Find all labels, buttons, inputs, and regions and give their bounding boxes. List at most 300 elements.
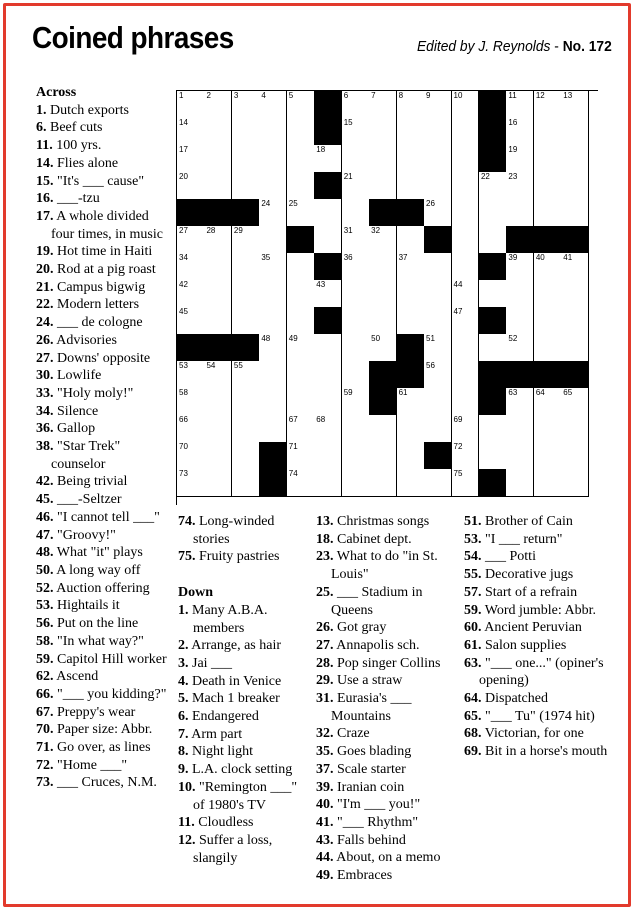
grid-cell[interactable] (287, 442, 315, 470)
grid-cell[interactable] (342, 199, 370, 227)
grid-cell[interactable] (314, 388, 342, 416)
grid-cell[interactable] (259, 307, 287, 335)
grid-cell[interactable] (506, 172, 534, 200)
across-clue[interactable] (36, 155, 170, 173)
grid-cell[interactable] (534, 442, 562, 470)
grid-cell[interactable] (369, 280, 397, 308)
grid-cell[interactable] (232, 280, 260, 308)
clue-number: 34. (36, 403, 54, 419)
down-clue[interactable] (316, 796, 460, 814)
grid-cell[interactable] (177, 469, 205, 497)
across-clue[interactable] (36, 279, 170, 297)
grid-cell[interactable] (259, 118, 287, 146)
grid-cell[interactable] (232, 118, 260, 146)
grid-cell[interactable] (506, 91, 534, 119)
across-clue[interactable] (36, 721, 170, 739)
across-clue[interactable] (36, 102, 170, 120)
grid-cell[interactable] (204, 469, 232, 497)
grid-cell[interactable] (369, 253, 397, 281)
grid-cell[interactable] (287, 199, 315, 227)
grid-cell[interactable] (259, 334, 287, 362)
grid-cell[interactable] (314, 442, 342, 470)
down-clue[interactable] (464, 548, 614, 566)
grid-cell[interactable] (232, 415, 260, 443)
across-clue[interactable] (36, 651, 170, 669)
grid-cell[interactable] (452, 415, 480, 443)
across-clue[interactable] (36, 385, 170, 403)
grid-cell[interactable] (534, 415, 562, 443)
down-clue[interactable] (316, 655, 460, 673)
cell-number: 14 (179, 118, 188, 127)
grid-cell[interactable] (204, 307, 232, 335)
down-clue[interactable] (316, 672, 460, 690)
grid-cell[interactable] (479, 334, 507, 362)
down-clue[interactable] (178, 832, 310, 867)
grid-cell[interactable] (424, 118, 452, 146)
grid-cell[interactable] (342, 280, 370, 308)
across-clue[interactable] (36, 261, 170, 279)
grid-cell[interactable] (259, 91, 287, 119)
grid-cell[interactable] (232, 172, 260, 200)
grid-cell[interactable] (452, 91, 480, 119)
clue-number: 11. (178, 815, 195, 831)
down-clue[interactable] (316, 690, 460, 725)
clue-number: 4. (178, 673, 189, 689)
grid-cell[interactable] (452, 307, 480, 335)
grid-cell[interactable] (397, 307, 425, 335)
grid-cell[interactable] (506, 442, 534, 470)
grid-cell[interactable] (287, 172, 315, 200)
down-clue[interactable] (178, 602, 310, 637)
grid-cell[interactable] (177, 388, 205, 416)
grid-cell[interactable] (506, 118, 534, 146)
grid-cell[interactable] (287, 145, 315, 173)
grid-cell[interactable] (506, 280, 534, 308)
grid-cell[interactable] (177, 226, 205, 254)
grid-cell[interactable] (177, 280, 205, 308)
down-clue[interactable] (464, 566, 614, 584)
grid-cell[interactable] (177, 118, 205, 146)
down-clue[interactable] (178, 673, 310, 691)
grid-cell[interactable] (232, 388, 260, 416)
grid-cell[interactable] (314, 469, 342, 497)
grid-cell[interactable] (259, 172, 287, 200)
grid-cell[interactable] (232, 91, 260, 119)
grid-cell[interactable] (561, 388, 589, 416)
grid-cell[interactable] (369, 469, 397, 497)
grid-cell[interactable] (397, 145, 425, 173)
down-clue[interactable] (178, 761, 310, 779)
across-clue[interactable] (36, 137, 170, 155)
grid-cell[interactable] (232, 307, 260, 335)
grid-cell[interactable] (232, 361, 260, 389)
grid-cell[interactable] (369, 172, 397, 200)
across-clue[interactable] (36, 473, 170, 491)
grid-cell[interactable] (534, 388, 562, 416)
across-clue[interactable] (36, 296, 170, 314)
grid-cell[interactable] (534, 469, 562, 497)
grid-cell[interactable] (314, 334, 342, 362)
grid-cell[interactable] (397, 415, 425, 443)
grid-cell[interactable] (452, 442, 480, 470)
across-clue[interactable] (36, 757, 170, 775)
down-clue[interactable] (316, 548, 460, 583)
grid-cell[interactable] (342, 226, 370, 254)
grid-cell[interactable] (397, 469, 425, 497)
grid-cell[interactable] (397, 388, 425, 416)
across-clue[interactable] (36, 491, 170, 509)
down-clue[interactable] (464, 655, 614, 690)
down-clue[interactable] (178, 708, 310, 726)
grid-cell[interactable] (259, 226, 287, 254)
grid-cell[interactable] (424, 199, 452, 227)
across-clue[interactable] (36, 704, 170, 722)
down-clue[interactable] (316, 867, 460, 885)
clue-number: 47. (36, 527, 54, 543)
clue-number: 49. (316, 868, 334, 884)
grid-cell[interactable] (204, 388, 232, 416)
grid-cell[interactable] (369, 226, 397, 254)
grid-cell[interactable] (314, 280, 342, 308)
grid-cell[interactable] (397, 118, 425, 146)
grid-cell[interactable] (452, 118, 480, 146)
across-clue[interactable] (178, 548, 310, 566)
grid-cell[interactable] (342, 361, 370, 389)
grid-cell[interactable] (204, 280, 232, 308)
across-clue[interactable] (36, 597, 170, 615)
across-clue[interactable] (36, 119, 170, 137)
grid-cell[interactable] (287, 469, 315, 497)
across-clue[interactable] (36, 173, 170, 191)
down-clue[interactable] (316, 619, 460, 637)
clue-text: Many A.B.A. members (192, 602, 268, 636)
clue-number: 8. (178, 744, 189, 760)
down-clue[interactable] (464, 690, 614, 708)
grid-cell[interactable] (342, 334, 370, 362)
grid-cell[interactable] (479, 172, 507, 200)
grid-cell[interactable] (506, 307, 534, 335)
grid-cell[interactable] (204, 172, 232, 200)
grid-cell[interactable] (479, 199, 507, 227)
down-clue[interactable] (178, 743, 310, 761)
grid-cell[interactable] (342, 145, 370, 173)
down-clue[interactable] (316, 849, 460, 867)
grid-cell[interactable] (287, 307, 315, 335)
grid-cell[interactable] (397, 442, 425, 470)
clue-text: 100 yrs. (56, 138, 102, 154)
grid-cell[interactable] (452, 334, 480, 362)
grid-cell[interactable] (479, 280, 507, 308)
across-clue[interactable] (36, 403, 170, 421)
grid-cell[interactable] (452, 199, 480, 227)
grid-cell[interactable] (232, 442, 260, 470)
across-clue[interactable] (36, 243, 170, 261)
grid-cell[interactable] (452, 361, 480, 389)
grid-cell[interactable] (452, 388, 480, 416)
grid-cell[interactable] (506, 253, 534, 281)
grid-cell[interactable] (561, 145, 589, 173)
grid-cell[interactable] (369, 145, 397, 173)
grid-cell[interactable] (287, 91, 315, 119)
down-clue[interactable] (464, 708, 614, 726)
grid-cell[interactable] (424, 145, 452, 173)
black-square (397, 334, 425, 362)
grid-cell[interactable] (506, 334, 534, 362)
clue-text: Start of a refrain (485, 584, 578, 600)
down-clue[interactable] (316, 513, 460, 531)
grid-cell[interactable] (424, 415, 452, 443)
grid-cell[interactable] (561, 91, 589, 119)
grid-cell[interactable] (424, 388, 452, 416)
grid-cell[interactable] (452, 280, 480, 308)
grid-cell[interactable] (397, 172, 425, 200)
grid-cell[interactable] (177, 91, 205, 119)
across-clue[interactable] (36, 190, 170, 208)
grid-cell[interactable] (534, 280, 562, 308)
clue-number: 20. (36, 262, 54, 278)
grid-cell[interactable] (452, 172, 480, 200)
grid-cell[interactable] (452, 145, 480, 173)
across-clue[interactable] (36, 668, 170, 686)
across-clue[interactable] (36, 208, 170, 243)
across-clue[interactable] (36, 367, 170, 385)
down-clue[interactable] (178, 779, 310, 814)
grid-cell[interactable] (397, 280, 425, 308)
down-clue[interactable] (316, 637, 460, 655)
grid-cell[interactable] (561, 334, 589, 362)
grid-cell[interactable] (259, 199, 287, 227)
across-clue[interactable] (36, 420, 170, 438)
grid-cell[interactable] (342, 415, 370, 443)
across-clue[interactable] (36, 615, 170, 633)
cell-number: 6 (343, 91, 349, 100)
down-clue[interactable] (316, 832, 460, 850)
down-clue[interactable] (178, 690, 310, 708)
grid-cell[interactable] (177, 307, 205, 335)
grid-cell[interactable] (424, 91, 452, 119)
grid-cell[interactable] (259, 388, 287, 416)
across-clue[interactable] (36, 332, 170, 350)
down-clue[interactable] (464, 637, 614, 655)
grid-cell[interactable] (287, 361, 315, 389)
grid-cell[interactable] (204, 145, 232, 173)
cell-number: 54 (206, 361, 216, 370)
down-clue[interactable] (316, 584, 460, 619)
down-clue[interactable] (316, 779, 460, 797)
grid-cell[interactable] (314, 226, 342, 254)
down-clue[interactable] (464, 743, 614, 761)
grid-cell[interactable] (314, 199, 342, 227)
grid-cell[interactable] (342, 307, 370, 335)
across-clue[interactable] (36, 739, 170, 757)
grid-cell[interactable] (424, 253, 452, 281)
grid-cell[interactable] (561, 415, 589, 443)
down-clue[interactable] (464, 584, 614, 602)
down-clue[interactable] (316, 743, 460, 761)
grid-cell[interactable] (534, 172, 562, 200)
grid-cell[interactable] (369, 307, 397, 335)
grid-cell[interactable] (177, 253, 205, 281)
clue-text: ___ de cologne (57, 315, 143, 331)
grid-cell[interactable] (204, 415, 232, 443)
grid-cell[interactable] (534, 91, 562, 119)
grid-cell[interactable] (397, 91, 425, 119)
grid-cell[interactable] (561, 280, 589, 308)
grid-cell[interactable] (342, 172, 370, 200)
grid-cell[interactable] (479, 226, 507, 254)
grid-cell[interactable] (424, 280, 452, 308)
grid-cell[interactable] (287, 118, 315, 146)
grid-cell[interactable] (561, 469, 589, 497)
across-clue[interactable] (36, 633, 170, 651)
grid-cell[interactable] (177, 361, 205, 389)
grid-cell[interactable] (204, 253, 232, 281)
grid-cell[interactable] (204, 118, 232, 146)
grid-cell[interactable] (287, 415, 315, 443)
grid-cell[interactable] (232, 145, 260, 173)
grid-cell[interactable] (259, 280, 287, 308)
clue-number: 48. (36, 545, 54, 561)
down-clue[interactable] (464, 602, 614, 620)
grid-cell[interactable] (506, 145, 534, 173)
grid-cell[interactable] (177, 442, 205, 470)
down-clue[interactable] (178, 726, 310, 744)
clue-number: 69. (464, 744, 482, 760)
down-clue[interactable] (464, 513, 614, 531)
grid-cell[interactable] (259, 253, 287, 281)
grid-cell[interactable] (177, 145, 205, 173)
grid-cell[interactable] (534, 145, 562, 173)
grid-cell[interactable] (561, 307, 589, 335)
clue-text: Downs' opposite (57, 350, 151, 366)
across-clue[interactable] (36, 438, 170, 473)
grid-cell[interactable] (424, 361, 452, 389)
grid-cell[interactable] (561, 253, 589, 281)
across-clue[interactable] (36, 527, 170, 545)
grid-cell[interactable] (479, 415, 507, 443)
down-clue[interactable] (464, 531, 614, 549)
grid-cell[interactable] (369, 334, 397, 362)
cell-number: 74 (288, 469, 298, 478)
grid-cell[interactable] (232, 253, 260, 281)
grid-cell[interactable] (506, 469, 534, 497)
grid-cell[interactable] (534, 307, 562, 335)
clue-number: 61. (464, 637, 482, 653)
grid-cell[interactable] (259, 415, 287, 443)
grid-cell[interactable] (177, 172, 205, 200)
across-clue[interactable] (36, 562, 170, 580)
grid-cell[interactable] (232, 469, 260, 497)
grid-cell[interactable] (534, 253, 562, 281)
grid-cell[interactable] (424, 307, 452, 335)
grid-cell[interactable] (287, 334, 315, 362)
grid-cell[interactable] (232, 226, 260, 254)
grid-cell[interactable] (369, 442, 397, 470)
clue-number: 31. (316, 691, 334, 707)
grid-cell[interactable] (424, 334, 452, 362)
grid-cell[interactable] (369, 118, 397, 146)
grid-cell[interactable] (314, 145, 342, 173)
grid-cell[interactable] (204, 361, 232, 389)
grid-cell[interactable] (204, 442, 232, 470)
grid-cell[interactable] (534, 118, 562, 146)
grid-cell[interactable] (342, 388, 370, 416)
down-clue[interactable] (316, 814, 460, 832)
grid-cell[interactable] (506, 388, 534, 416)
grid-cell[interactable] (259, 361, 287, 389)
grid-cell[interactable] (397, 226, 425, 254)
cell-number: 3 (233, 91, 239, 100)
across-clue[interactable] (36, 509, 170, 527)
across-clue[interactable] (36, 544, 170, 562)
across-clue[interactable] (36, 774, 170, 792)
grid-cell[interactable] (479, 442, 507, 470)
grid-cell[interactable] (342, 469, 370, 497)
grid-cell[interactable] (177, 415, 205, 443)
grid-cell[interactable] (287, 253, 315, 281)
grid-cell[interactable] (342, 442, 370, 470)
grid-cell[interactable] (259, 145, 287, 173)
grid-cell[interactable] (314, 361, 342, 389)
across-clue[interactable] (36, 580, 170, 598)
clue-text: Brother of Cain (485, 514, 573, 529)
grid-cell[interactable] (424, 172, 452, 200)
grid-cell[interactable] (424, 469, 452, 497)
across-clue[interactable] (36, 686, 170, 704)
grid-cell[interactable] (204, 91, 232, 119)
grid-cell[interactable] (287, 388, 315, 416)
grid-cell[interactable] (561, 118, 589, 146)
down-clue[interactable] (178, 814, 310, 832)
grid-cell[interactable] (342, 118, 370, 146)
down-clue[interactable] (316, 761, 460, 779)
down-clue[interactable] (178, 655, 310, 673)
down-clue[interactable] (316, 531, 460, 549)
grid-cell[interactable] (452, 226, 480, 254)
down-clue[interactable] (178, 637, 310, 655)
across-clue[interactable] (36, 350, 170, 368)
grid-cell[interactable] (561, 199, 589, 227)
grid-cell[interactable] (342, 91, 370, 119)
grid-cell[interactable] (506, 199, 534, 227)
down-clue[interactable] (464, 619, 614, 637)
grid-cell[interactable] (314, 415, 342, 443)
grid-cell[interactable] (369, 415, 397, 443)
down-clue[interactable] (316, 725, 460, 743)
grid-cell[interactable] (204, 226, 232, 254)
grid-cell[interactable] (561, 172, 589, 200)
clue-number: 10. (178, 779, 196, 795)
byline (417, 38, 612, 55)
grid-cell[interactable] (506, 415, 534, 443)
down-clue[interactable] (464, 725, 614, 743)
grid-cell[interactable] (561, 442, 589, 470)
across-clue[interactable] (178, 513, 310, 548)
across-clue[interactable] (36, 314, 170, 332)
grid-cell[interactable] (534, 334, 562, 362)
grid-cell[interactable] (287, 280, 315, 308)
clue-text: Jai ___ (192, 655, 233, 671)
grid-cell[interactable] (452, 469, 480, 497)
grid-cell[interactable] (534, 199, 562, 227)
grid-cell[interactable] (369, 91, 397, 119)
clue-number: 15. (36, 173, 54, 189)
clue-text: "Star Trek" counselor (51, 439, 121, 472)
down-heading: Down (178, 585, 214, 601)
grid-cell[interactable] (397, 253, 425, 281)
grid-cell[interactable] (452, 253, 480, 281)
grid-cell[interactable] (342, 253, 370, 281)
